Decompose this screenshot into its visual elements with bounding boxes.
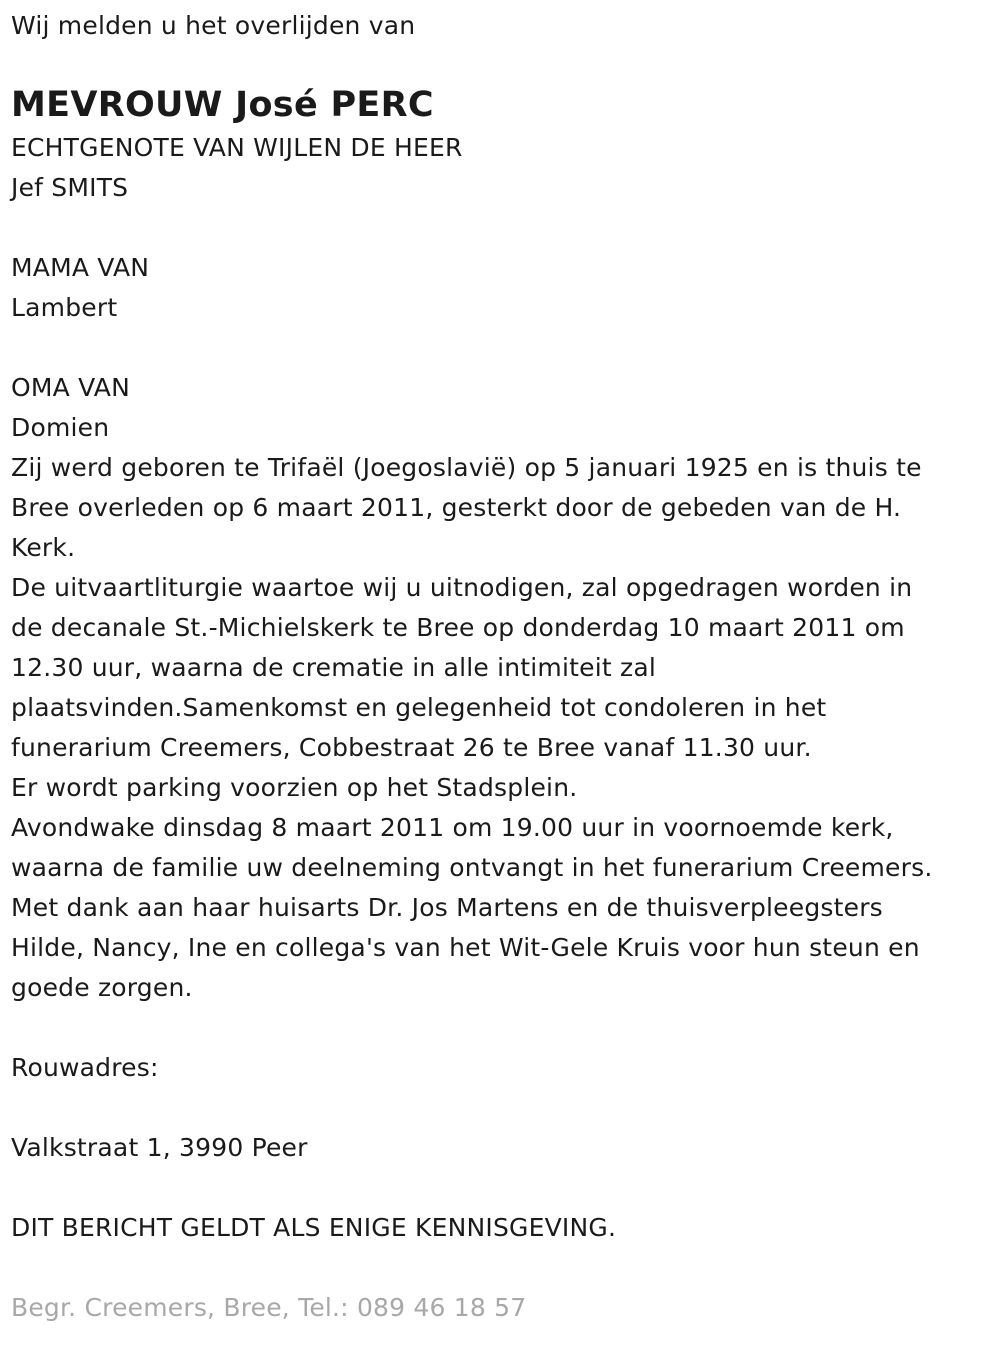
grandmother-label: OMA VAN — [11, 373, 131, 402]
body-line: Met dank aan haar huisarts Dr. Jos Martens en de thuisverpleegsters — [11, 893, 883, 922]
body-line: funerarium Creemers, Cobbestraat 26 te Bree vanaf 11.30 uur. — [11, 733, 812, 762]
funeral-home-footer: Begr. Creemers, Bree, Tel.: 089 46 18 57 — [11, 1293, 527, 1322]
spacer — [11, 1088, 991, 1128]
spouse-name: Jef SMITS — [11, 173, 129, 202]
mother-of: Lambert — [11, 293, 118, 322]
spacer — [11, 328, 991, 368]
body-line: plaatsvinden.Samenkomst en gelegenheid tot condoleren in het — [11, 693, 827, 722]
spacer — [11, 1168, 991, 1208]
death-notice — [11, 6, 991, 1328]
intro-text: Wij melden u het overlijden van — [11, 11, 416, 40]
deceased-name: MEVROUW José PERC — [11, 85, 434, 125]
body-line: waarna de familie uw deelneming ontvangt in het funerarium Creemers. — [11, 853, 933, 882]
address-label: Rouwadres: — [11, 1053, 159, 1082]
body-line: Er wordt parking voorzien op het Stadsplein. — [11, 773, 578, 802]
body-line: Zij werd geboren te Trifaël (Joegoslavië) op 5 januari 1925 en is thuis te — [11, 453, 922, 482]
body-line: 12.30 uur, waarna de crematie in alle intimiteit zal — [11, 653, 656, 682]
mother-label: MAMA VAN — [11, 253, 150, 282]
spacer — [11, 208, 991, 248]
body-line: Kerk. — [11, 533, 76, 562]
spacer — [11, 1008, 991, 1048]
body-line: Avondwake dinsdag 8 maart 2011 om 19.00 uur in voornoemde kerk, — [11, 813, 894, 842]
grandmother-of: Domien — [11, 413, 110, 442]
body-line: Hilde, Nancy, Ine en collega's van het Wit-Gele Kruis voor hun steun en — [11, 933, 920, 962]
closing-statement: DIT BERICHT GELDT ALS ENIGE KENNISGEVING. — [11, 1213, 617, 1242]
body-line: de decanale St.-Michielskerk te Bree op donderdag 10 maart 2011 om — [11, 613, 905, 642]
address: Valkstraat 1, 3990 Peer — [11, 1133, 308, 1162]
body-line: Bree overleden op 6 maart 2011, gesterkt door de gebeden van de H. — [11, 493, 902, 522]
spacer — [11, 1248, 991, 1288]
spouse-label: ECHTGENOTE VAN WIJLEN DE HEER — [11, 133, 463, 162]
body-line: De uitvaartliturgie waartoe wij u uitnodigen, zal opgedragen worden in — [11, 573, 913, 602]
body-line: goede zorgen. — [11, 973, 193, 1002]
